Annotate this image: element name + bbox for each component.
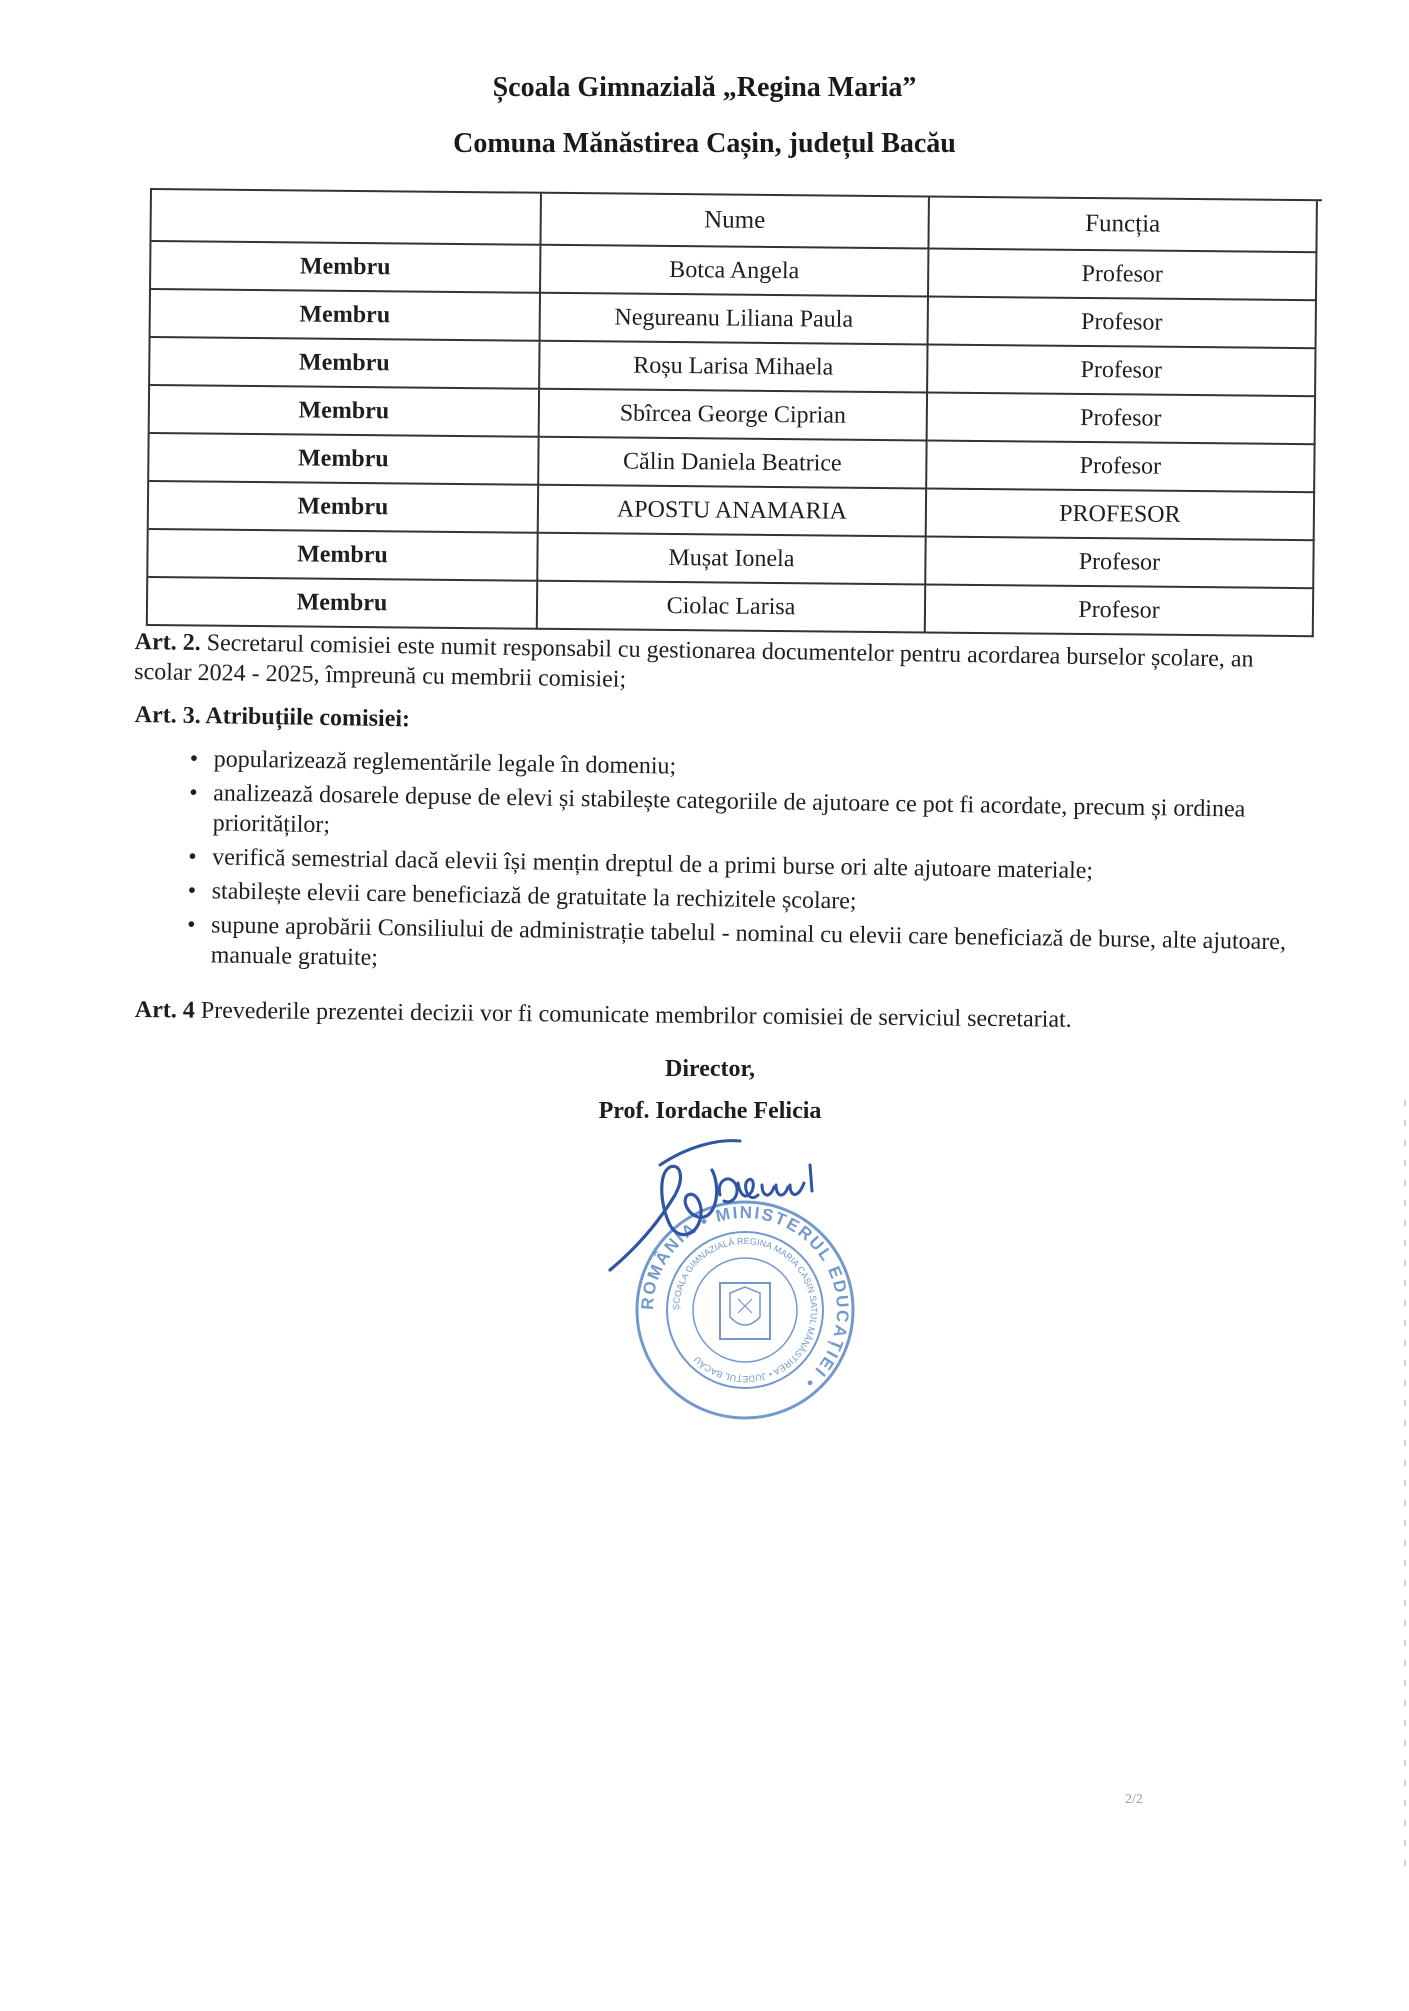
member-role: Membru xyxy=(148,530,538,582)
signature-block xyxy=(560,1048,860,1132)
member-role: Membru xyxy=(148,578,538,630)
member-function: PROFESOR xyxy=(927,489,1315,541)
article-3-label: Art. 3. Atribuțiile comisiei: xyxy=(134,701,411,733)
director-title: Director, xyxy=(665,1056,755,1082)
article-2 xyxy=(134,627,1285,705)
director-signature xyxy=(600,1125,860,1275)
member-name: Roșu Larisa Mihaela xyxy=(540,342,928,394)
member-name: Negureanu Liliana Paula xyxy=(541,294,929,346)
list-item: • popularizează reglementările legale în domeniu; xyxy=(190,744,1290,791)
member-function: Profesor xyxy=(928,393,1316,445)
member-role: Membru xyxy=(150,338,540,390)
school-name: Școala Gimnazială „Regina Maria” xyxy=(492,72,917,103)
member-function: Profesor xyxy=(929,249,1317,301)
article-2-label: Art. 2. xyxy=(134,628,201,657)
school-location: Comuna Mănăstirea Cașin, județul Bacău xyxy=(453,128,956,159)
list-item: • supune aprobării Consiliului de administrație tabelul - nominal cu elevii care beneficiază de burse, alte ajutoare, manuale gratuite; xyxy=(186,910,1287,987)
member-role: Membru xyxy=(151,290,541,342)
member-name: Sbîrcea George Ciprian xyxy=(540,390,928,442)
scan-edge-artifact xyxy=(1401,1100,1409,1880)
article-3-heading xyxy=(135,700,1285,748)
column-header-function: Funcția xyxy=(929,197,1317,253)
member-function: Profesor xyxy=(927,441,1315,493)
article-4 xyxy=(135,995,1285,1037)
member-function: Profesor xyxy=(926,537,1314,589)
director-name: Prof. Iordache Felicia xyxy=(598,1098,822,1124)
list-item: • verifică semestrial dacă elevii își mențin dreptul de a primi burse ori alte ajutoare materiale; xyxy=(188,842,1288,889)
member-name: Călin Daniela Beatrice xyxy=(539,438,927,490)
member-name: Botca Angela xyxy=(541,246,929,298)
list-item: • analizează dosarele depuse de elevi și stabilește categoriile de ajutoare ce pot fi acordate, precum și ordinea priorităților; xyxy=(189,778,1290,855)
member-name: APOSTU ANAMARIA xyxy=(539,486,927,538)
article-4-label: Art. 4 xyxy=(134,996,195,1024)
table-row xyxy=(148,578,1318,637)
stamp-outer-text: ROMÂNIA • MINISTERUL EDUCAȚIEI • xyxy=(637,1202,853,1394)
member-role: Membru xyxy=(149,482,539,534)
member-function: Profesor xyxy=(929,297,1317,349)
stamp-inner-text: ȘCOALA GIMNAZIALĂ REGINA MARIA CAȘIN SATUL MĂNĂSTIREA • JUDEȚUL BACĂU xyxy=(670,1235,820,1385)
member-function: Profesor xyxy=(928,345,1316,397)
member-function: Profesor xyxy=(926,585,1314,637)
column-header-role xyxy=(151,190,541,246)
article-4-text: Prevederile prezentei decizii vor fi comunicate membrilor comisiei de serviciul secretariat. xyxy=(200,997,1072,1033)
article-2-text: Secretarul comisiei este numit responsabil cu gestionarea documentelor pentru acordarea burselor școlare, an scolar 2024 - 2025, împreună cu membrii comisiei; xyxy=(134,630,1254,693)
member-name: Ciolac Larisa xyxy=(538,582,926,634)
column-header-name: Nume xyxy=(541,194,929,250)
list-item: • stabilește elevii care beneficiază de gratuitate la rechizitele școlare; xyxy=(187,876,1287,923)
member-role: Membru xyxy=(150,386,540,438)
article-3-bullet-list xyxy=(186,744,1289,991)
members-table xyxy=(146,188,1322,637)
page-number: 2/2 xyxy=(1125,1792,1143,1807)
member-role: Membru xyxy=(149,434,539,486)
member-role: Membru xyxy=(151,242,541,294)
member-name: Mușat Ionela xyxy=(538,534,926,586)
